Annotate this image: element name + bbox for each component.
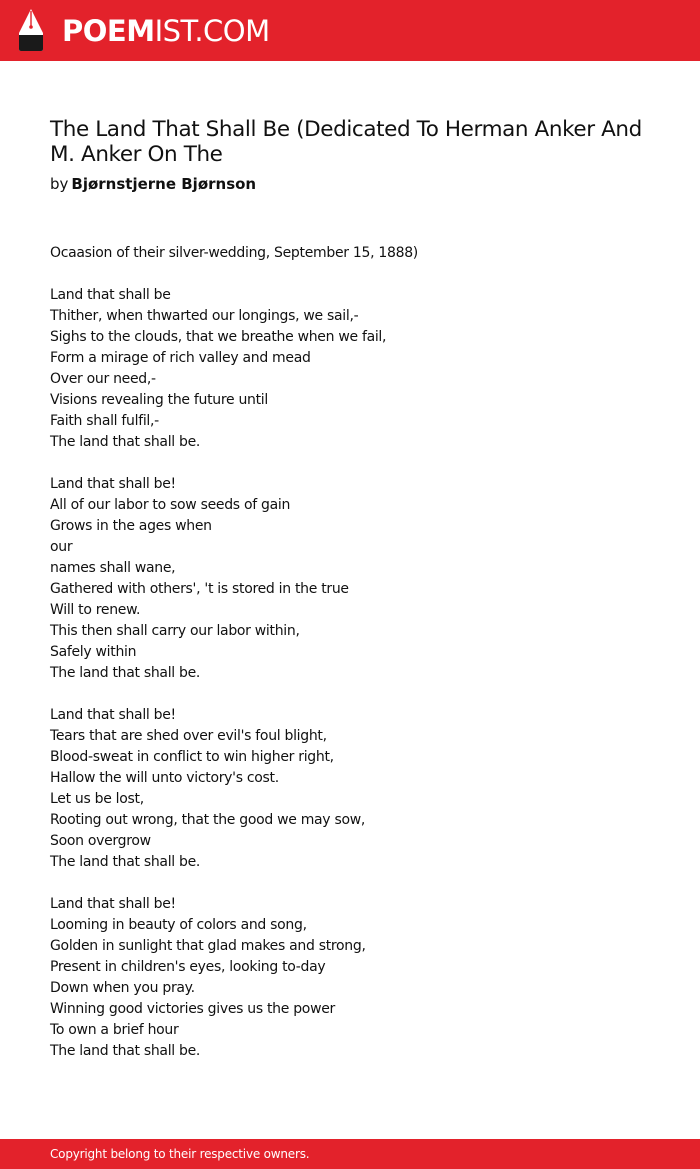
poem-title: The Land That Shall Be (Dedicated To Herman Anker And M. Anker On The (50, 117, 642, 167)
site-footer (0, 1139, 700, 1169)
site-logo[interactable] (62, 12, 270, 50)
brand-strong: POEM (62, 14, 155, 48)
pen-nib-icon[interactable] (18, 9, 44, 51)
site-header (0, 0, 700, 61)
by-label: by (50, 175, 69, 193)
byline (50, 173, 256, 195)
poem-body: Ocaasion of their silver-wedding, September 15, 1888) Land that shall be Thither, when thwarted our longings, we sail,- Sighs to the clouds, that we breathe when we fail, Form a mirage of rich valley and mead Over our need,- Visions revealing the future until Faith shall fulfil,- The land that shall be. Land that shall be! All of our labor to sow seeds of gain Grows in the ages when our names shall wane, Gathered with others', 't is stored in the true Will to renew. This then shall carry our labor within, Safely within The land that shall be. Land that shall be! Tears that are shed over evil's foul blight, Blood-sweat in conflict to win higher right, Hallow the will unto victory's cost. Let us be lost, Rooting out wrong, that the good we may sow, Soon overgrow The land that shall be. Land that shall be! Looming in beauty of colors and song, Golden in sunlight that glad makes and strong, Present in children's eyes, looking to-day Down when you pray. Winning good victories gives us the power To own a brief hour The land that shall be. (50, 245, 418, 1059)
author-name: Bjørnstjerne Bjørnson (71, 175, 257, 193)
copyright-notice: Copyright belong to their respective owners. (50, 1147, 310, 1161)
brand-light: IST.COM (154, 14, 270, 48)
